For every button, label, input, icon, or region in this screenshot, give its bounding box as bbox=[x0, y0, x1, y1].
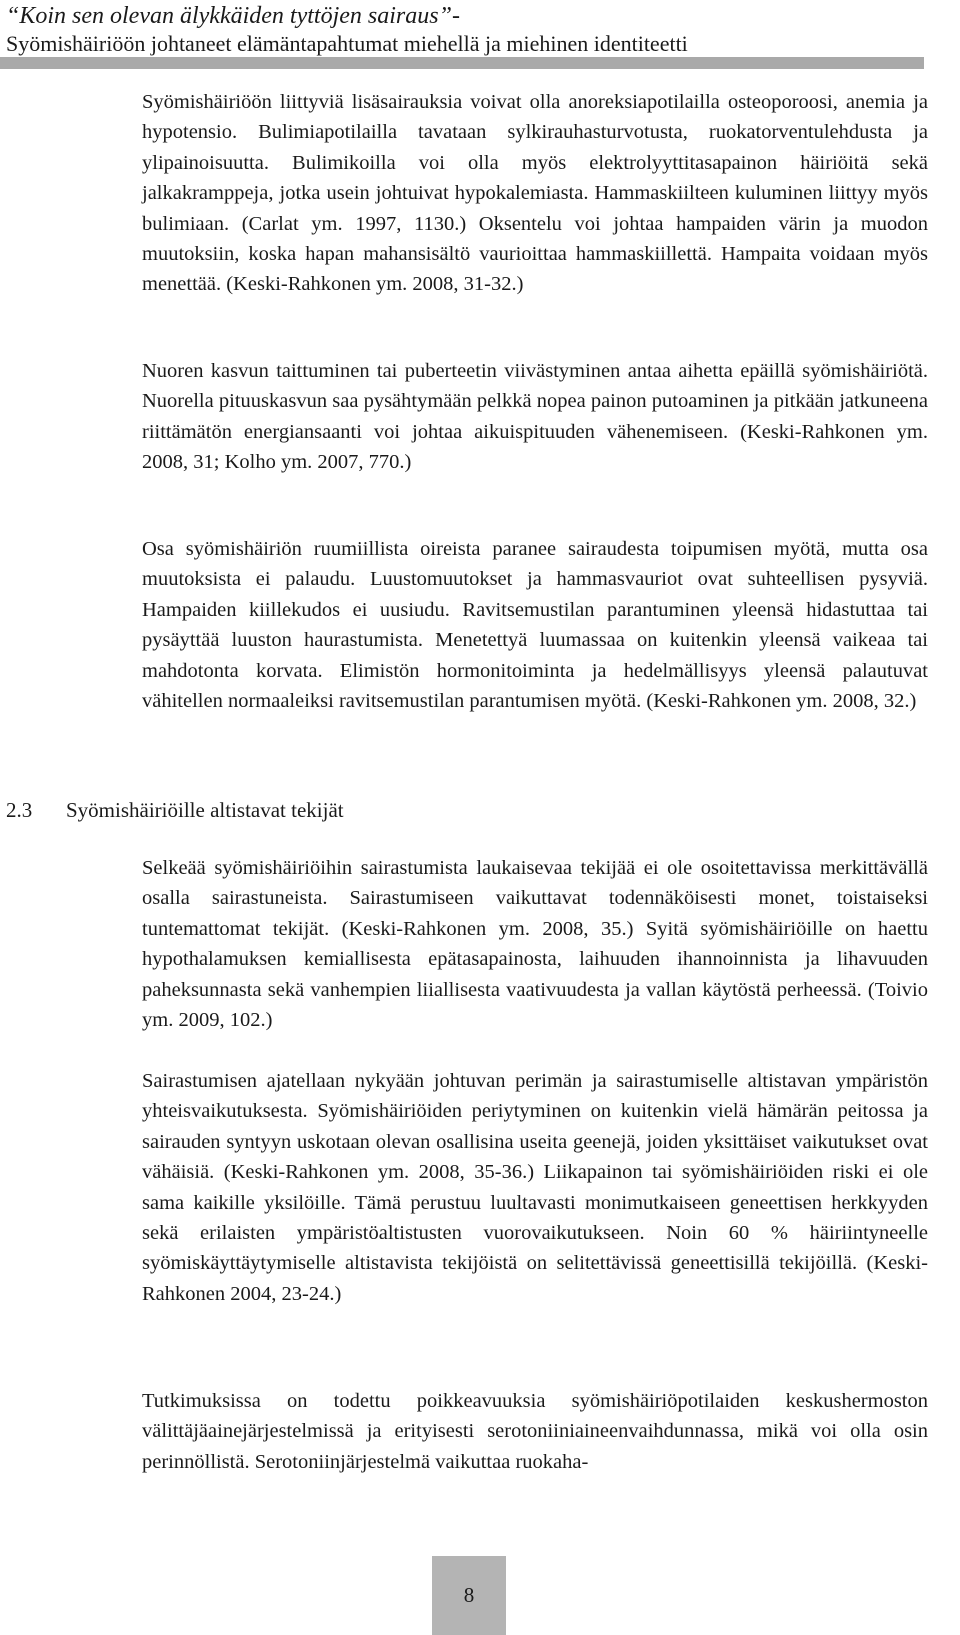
paragraph-genetics: Sairastumisen ajatellaan nykyään johtuvan perimän ja sairastumiselle altistavan ympäristön yhteisvaikutuksesta. Syömishäiriöiden periytyminen on kuitenkin vielä hämärän peitossa ja sairauden syntyyn uskotaan olevan osallisina useita geenejä, joiden yksittäiset vaikutukset ovat vähäisiä. (Keski-Rahkonen ym. 2008, 35-36.) Liikapainon tai syömishäiriöiden riski ei ole sama kaikille yksilöille. Tämä perustuu luultavasti monimutkaiseen geneettisen herkkyyden sekä erilaisten ympäristöaltistusten vuorovaikutukseen. Noin 60 % häiriintyneelle syömiskäyttäytymiselle altistavista tekijöistä on selitettävissä geneettisillä tekijöillä. (Keski-Rahkonen 2004, 23-24.) bbox=[142, 1070, 928, 1305]
section-heading bbox=[6, 795, 344, 825]
paragraph-recovery: Osa syömishäiriön ruumiillista oireista paranee sairaudesta toipumisen myötä, mutta osa muutoksista ei palaudu. Luustomuutokset ja hammasvauriot ovat suhteellisen pysyviä. Hampaiden kiillekudos ei uusiudu. Ravitsemustilan parantuminen yleensä hidastuttaa tai pysäyttää luuston haurastumista. Menetettyä luumassaa on kuitenkin yleensä vaikeaa tai mahdotonta korvata. Elimistön hormonitoiminta ja hedelmällisyys yleensä palautuvat vähitellen normaaleiksi ravitsemustilan parantumisen myötä. (Keski-Rahkonen ym. 2008, 32.) bbox=[142, 538, 928, 713]
paragraph-growth: Nuoren kasvun taittuminen tai puberteetin viivästyminen antaa aihetta epäillä syömishäiriötä. Nuorella pituuskasvun saa pysähtymään pelkkä nopea painon putoaminen ja pitkään jatkuneena riittämätön energiansaanti voi johtaa aikuispituuden vähenemiseen. (Keski-Rahkonen ym. 2008, 31; Kolho ym. 2007, 770.) bbox=[142, 360, 928, 474]
paragraph-neurotransmitters: Tutkimuksissa on todettu poikkeavuuksia syömishäiriöpotilaiden keskushermoston välittäjäainejärjestelmissä ja erityisesti serotoniiniaineenvaihdunnassa, mikä voi olla osin perinnöllistä. Serotoniinjärjestelmä vaikuttaa ruokaha- bbox=[142, 1390, 928, 1473]
paragraph-triggers: Selkeää syömishäiriöihin sairastumista laukaisevaa tekijää ei ole osoitettavissa merkittävällä osalla sairastuneista. Sairastumiseen vaikuttavat todennäköisesti monet, toistaiseksi tuntemattomat tekijät. (Keski-Rahkonen ym. 2008, 35.) Syitä syömishäiriöille on haettu hypothalamuksen kemiallisesta epätasapainosta, laihuuden ihannoinnista ja lihavuuden paheksunnasta sekä vanhempien liiallisesta vaativuudesta ja vallan käytöstä perheessä. (Toivio ym. 2009, 102.) bbox=[142, 857, 928, 1032]
section-number: 2.3 bbox=[6, 798, 33, 822]
document-subtitle: Syömishäiriöön johtaneet elämäntapahtumat miehellä ja miehinen identiteetti bbox=[6, 31, 688, 56]
section-title: Syömishäiriöille altistavat tekijät bbox=[66, 798, 344, 822]
document-title: “Koin sen olevan älykkäiden tyttöjen sairaus”- bbox=[6, 3, 460, 29]
page-number: 8 bbox=[463, 1583, 475, 1607]
paragraph-comorbidities: Syömishäiriöön liittyviä lisäsairauksia voivat olla anoreksiapotilailla osteoporoosi, anemia ja hypotensio. Bulimiapotilailla tavataan sylkirauhasturvotusta, ruokatorventulehdusta ja ylipainoisuutta. Bulimikoilla voi olla myös elektrolyyttitasapainon häiriöitä sekä jalkakramppeja, jotka usein johtuivat hypokalemiasta. Hammaskiilteen kuluminen liittyy myös bulimiaan. (Carlat ym. 1997, 1130.) Oksentelu voi johtaa hampaiden värin ja muodon muutoksiin, koska hapan mahansisältö vaurioittaa hammaskiillettä. Hampaita voidaan myös menettää. (Keski-Rahkonen ym. 2008, 31-32.) bbox=[142, 91, 928, 296]
page-number-box bbox=[432, 1556, 506, 1635]
header-rule bbox=[0, 57, 924, 69]
